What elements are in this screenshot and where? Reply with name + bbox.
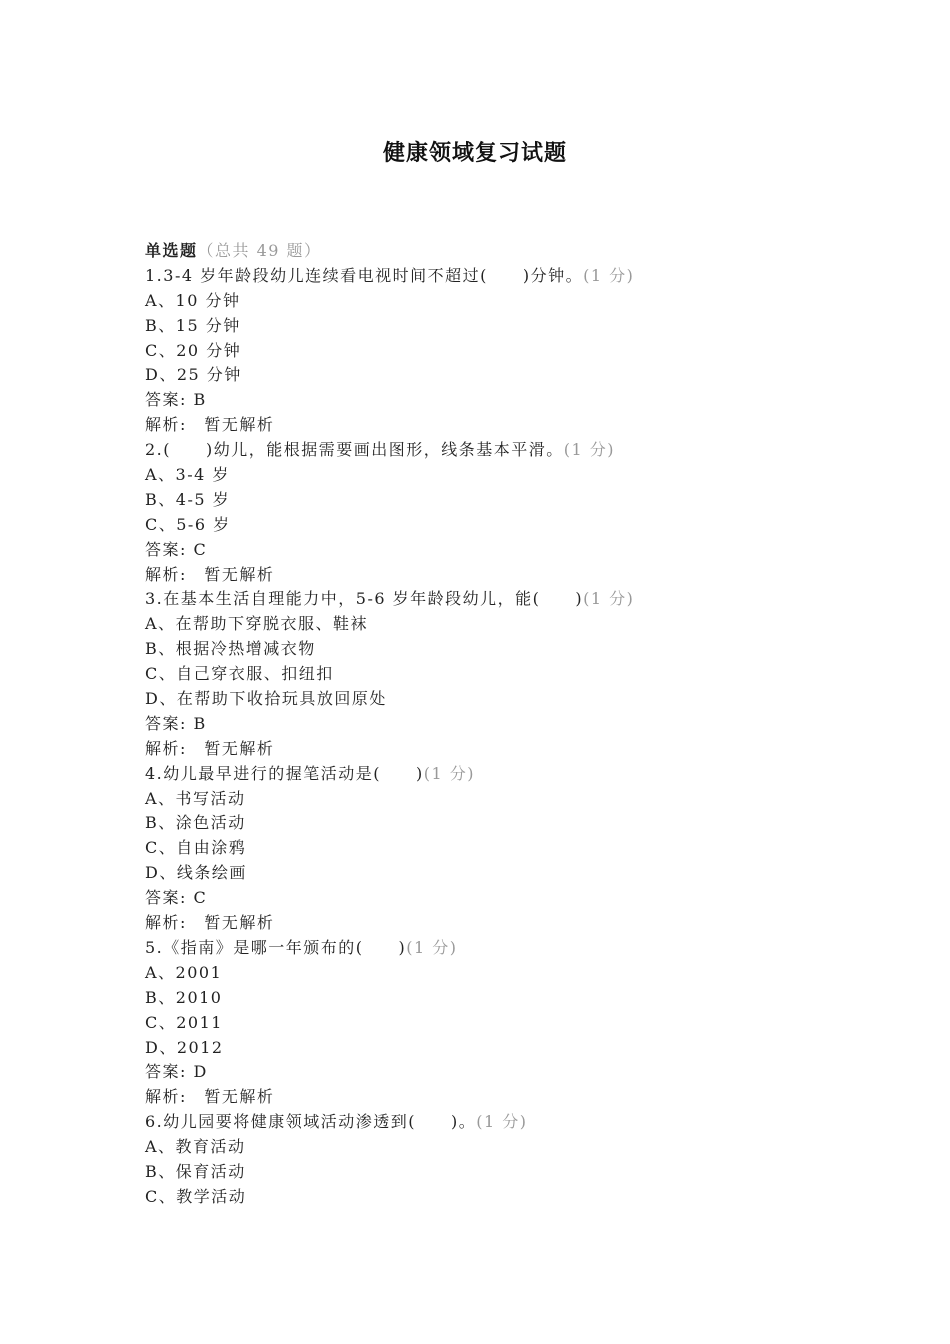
answer-option: B、保育活动 bbox=[145, 1161, 246, 1181]
answer-option: C、自己穿衣服、扣纽扣 bbox=[145, 664, 334, 684]
question-score: (1 分) bbox=[406, 937, 458, 957]
section-count: （总共 49 题） bbox=[197, 241, 322, 260]
analysis-text: 解析: 暂无解析 bbox=[145, 913, 275, 933]
answer-option: A、在帮助下穿脱衣服、鞋袜 bbox=[145, 614, 369, 634]
answer-option: A、教育活动 bbox=[145, 1137, 246, 1157]
section-label: 单选题 bbox=[145, 241, 198, 260]
question-text: 5.《指南》是哪一年颁布的( ) bbox=[145, 937, 407, 957]
answer-option: C、5-6 岁 bbox=[145, 514, 231, 534]
answer-option: A、书写活动 bbox=[145, 788, 246, 808]
analysis-text: 解析: 暂无解析 bbox=[145, 564, 275, 584]
question-stem bbox=[145, 936, 845, 961]
answer-option: D、2012 bbox=[145, 1037, 224, 1057]
section-heading bbox=[145, 239, 845, 264]
answer-option: C、20 分钟 bbox=[145, 340, 242, 360]
question-list bbox=[145, 239, 845, 1210]
answer-option: A、10 分钟 bbox=[145, 290, 241, 310]
document-title: 健康领域复习试题 bbox=[382, 140, 567, 166]
question-stem bbox=[145, 587, 845, 612]
question-text: 4.幼儿最早进行的握笔活动是( ) bbox=[145, 763, 424, 783]
question-score: (1 分) bbox=[476, 1112, 528, 1132]
answer-option: A、2001 bbox=[145, 962, 223, 982]
answer-option: D、在帮助下收拾玩具放回原处 bbox=[145, 689, 387, 709]
question-text: 2.( )幼儿，能根据需要画出图形，线条基本平滑。 bbox=[145, 440, 564, 460]
question-text: 3.在基本生活自理能力中，5-6 岁年龄段幼儿，能( ) bbox=[145, 589, 584, 609]
analysis-text: 解析: 暂无解析 bbox=[145, 738, 275, 758]
answer-option: B、15 分钟 bbox=[145, 315, 241, 335]
question-score: (1 分) bbox=[583, 265, 635, 285]
question-stem bbox=[145, 264, 845, 289]
answer-key: 答案: B bbox=[145, 713, 207, 733]
answer-option: B、4-5 岁 bbox=[145, 489, 231, 509]
answer-option: B、根据冷热增减衣物 bbox=[145, 639, 316, 659]
question-score: (1 分) bbox=[563, 440, 616, 460]
question-stem bbox=[145, 1110, 845, 1135]
answer-option: C、2011 bbox=[145, 1012, 223, 1032]
answer-key: 答案: D bbox=[145, 1062, 208, 1082]
answer-option: D、25 分钟 bbox=[145, 365, 242, 385]
question-text: 1.3-4 岁年龄段幼儿连续看电视时间不超过( )分钟。 bbox=[145, 265, 584, 285]
questions-container bbox=[145, 264, 845, 1210]
answer-key: 答案: B bbox=[145, 390, 207, 410]
question-text: 6.幼儿园要将健康领域活动渗透到( )。 bbox=[145, 1112, 477, 1132]
question-score: (1 分) bbox=[423, 763, 476, 783]
analysis-text: 解析: 暂无解析 bbox=[145, 415, 275, 435]
answer-option: B、涂色活动 bbox=[145, 813, 246, 833]
answer-option: C、教学活动 bbox=[145, 1186, 247, 1206]
answer-option: C、自由涂鸦 bbox=[145, 838, 247, 858]
answer-option: B、2010 bbox=[145, 987, 223, 1007]
answer-key: 答案: C bbox=[145, 888, 208, 908]
question-stem bbox=[145, 762, 845, 787]
answer-option: A、3-4 岁 bbox=[145, 465, 230, 485]
question-stem bbox=[145, 438, 845, 463]
answer-option: D、线条绘画 bbox=[145, 863, 247, 883]
analysis-text: 解析: 暂无解析 bbox=[145, 1087, 275, 1107]
answer-key: 答案: C bbox=[145, 539, 208, 559]
question-score: (1 分) bbox=[583, 589, 635, 609]
